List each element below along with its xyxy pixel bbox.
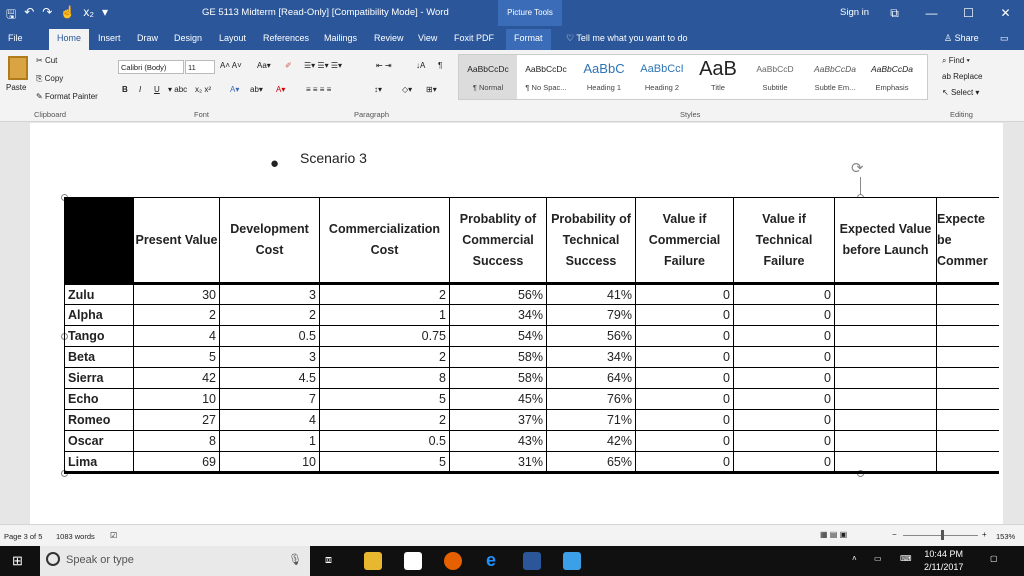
clock-date: 2/11/2017 xyxy=(924,562,964,572)
file-explorer-icon[interactable] xyxy=(364,552,382,570)
scenario-heading[interactable]: Scenario 3 xyxy=(300,150,367,166)
empty-cell[interactable] xyxy=(835,326,937,347)
paste-icon[interactable] xyxy=(8,56,28,80)
empty-cell[interactable] xyxy=(835,305,937,326)
table-cell[interactable]: 2 xyxy=(220,305,320,326)
italic-button[interactable]: I xyxy=(139,85,142,94)
redo-icon[interactable]: ↷ xyxy=(42,5,53,19)
style-title[interactable] xyxy=(691,55,745,99)
style-name: Title xyxy=(711,83,725,92)
table-cell[interactable]: 34% xyxy=(547,347,636,368)
zoom-in-icon[interactable]: + xyxy=(982,530,987,539)
bold-button[interactable]: B xyxy=(122,85,128,94)
style-name: ¶ No Spac... xyxy=(525,83,567,92)
tab-references[interactable]: References xyxy=(263,33,310,43)
table-cell[interactable]: 0 xyxy=(636,389,734,410)
find-label: Find xyxy=(948,56,965,65)
replace-label: Replace xyxy=(953,72,983,81)
table-cell[interactable]: 3 xyxy=(220,284,320,305)
subscript-button[interactable]: x₂ x² xyxy=(195,85,211,94)
cortana-search[interactable] xyxy=(40,546,310,576)
row-name-cell[interactable]: Oscar xyxy=(65,431,134,452)
undo-icon[interactable]: ↶ xyxy=(24,5,35,19)
style-name: ¶ Normal xyxy=(472,83,504,92)
row-name-cell[interactable]: Echo xyxy=(65,389,134,410)
styles-gallery xyxy=(458,54,928,100)
empty-cell[interactable] xyxy=(937,452,999,473)
font-group-label: Font xyxy=(194,110,210,119)
view-icons[interactable]: ▦ ▤ ▣ xyxy=(820,530,848,539)
table-cell[interactable]: 8 xyxy=(320,368,450,389)
underline-button[interactable]: U xyxy=(154,85,160,94)
share-button[interactable] xyxy=(944,33,979,44)
empty-cell[interactable] xyxy=(937,431,999,452)
word-count[interactable]: 1083 words xyxy=(56,532,95,541)
task-view-icon[interactable]: ⧈ xyxy=(325,554,332,566)
table-cell[interactable]: 31% xyxy=(450,452,547,473)
strikethrough-button[interactable]: ▾ abc xyxy=(168,85,188,94)
style-normal[interactable] xyxy=(459,55,517,99)
indent-icon[interactable]: ⇤ ⇥ xyxy=(376,61,392,70)
tell-me-text: Tell me what you want to do xyxy=(576,33,688,43)
onedrive-icon[interactable] xyxy=(563,552,581,570)
table-cell[interactable]: 0 xyxy=(636,410,734,431)
zoom-level[interactable]: 153% xyxy=(996,532,1016,541)
font-size-select[interactable]: 11 xyxy=(185,60,215,74)
style-subtle-emphasis[interactable] xyxy=(805,55,865,99)
table-cell[interactable]: 0 xyxy=(636,347,734,368)
search-icon: ⌕ xyxy=(942,56,949,65)
table-cell[interactable]: 76% xyxy=(547,389,636,410)
tab-view[interactable]: View xyxy=(418,33,438,43)
table-cell[interactable]: 0 xyxy=(636,452,734,473)
rotate-handle-icon[interactable]: ⟳ xyxy=(851,160,864,177)
replace-icon: ab xyxy=(942,72,954,81)
table-cell[interactable]: 45% xyxy=(450,389,547,410)
table-cell[interactable]: 10 xyxy=(220,452,320,473)
table-header-cell[interactable]: Value if Technical Failure xyxy=(734,198,835,284)
table-cell[interactable]: 0.75 xyxy=(320,326,450,347)
table-cell[interactable]: 56% xyxy=(547,326,636,347)
table-row xyxy=(65,326,999,347)
sign-in-link[interactable]: Sign in xyxy=(840,7,870,18)
style-preview: AaBbCcDc xyxy=(467,64,509,74)
scenario-table[interactable] xyxy=(64,197,999,474)
row-name-cell[interactable]: Sierra xyxy=(65,368,134,389)
row-name-cell[interactable]: Romeo xyxy=(65,410,134,431)
tab-format[interactable]: Format xyxy=(506,29,551,50)
bullet-icon: ● xyxy=(270,155,280,172)
empty-cell[interactable] xyxy=(835,368,937,389)
edge-icon[interactable]: e xyxy=(486,550,497,570)
style-name: Subtle Em... xyxy=(814,83,856,92)
empty-cell[interactable] xyxy=(835,452,937,473)
table-header-row xyxy=(65,198,999,284)
table-cell[interactable]: 34% xyxy=(450,305,547,326)
table-header-cell[interactable] xyxy=(65,198,134,284)
table-cell[interactable]: 65% xyxy=(547,452,636,473)
style-name: Emphasis xyxy=(875,83,909,92)
keyboard-icon[interactable]: ⌨ xyxy=(900,554,912,563)
format-painter-button[interactable] xyxy=(36,92,98,101)
title-bar xyxy=(0,0,1024,26)
empty-cell[interactable] xyxy=(937,410,999,431)
empty-cell[interactable] xyxy=(937,368,999,389)
empty-cell[interactable] xyxy=(835,410,937,431)
table-cell[interactable]: 42% xyxy=(547,431,636,452)
table-cell[interactable]: 0 xyxy=(636,368,734,389)
tab-draw[interactable]: Draw xyxy=(137,33,159,43)
sort-icon[interactable]: ↓A xyxy=(416,61,426,70)
window-title: GE 5113 Midterm [Read-Only] [Compatibility Mode] - Word xyxy=(202,7,449,18)
table-header-cell[interactable]: Value if Commercial Failure xyxy=(636,198,734,284)
cursor-icon: ↖ xyxy=(942,88,951,97)
table-cell[interactable]: 8 xyxy=(134,431,220,452)
table-cell[interactable]: 0 xyxy=(734,347,835,368)
table-cell[interactable]: 2 xyxy=(320,284,450,305)
style-emphasis[interactable] xyxy=(865,55,919,99)
style-no-spacing[interactable] xyxy=(517,55,575,99)
style-name: Heading 1 xyxy=(586,83,622,92)
style-name: Heading 2 xyxy=(644,83,680,92)
system-clock[interactable] xyxy=(924,548,963,574)
table-header-cell[interactable]: Commercialization Cost xyxy=(320,198,450,284)
highlight-icon[interactable]: ab▾ xyxy=(250,85,263,94)
table-header-cell[interactable]: Probablity of Commercial Success xyxy=(450,198,547,284)
table-cell[interactable]: 0 xyxy=(734,305,835,326)
table-row xyxy=(65,368,999,389)
copy-label: Copy xyxy=(44,74,64,83)
share-label: Share xyxy=(954,33,979,43)
table-cell[interactable]: 1 xyxy=(320,305,450,326)
ribbon xyxy=(0,50,1024,122)
taskbar xyxy=(0,546,1024,576)
table-cell[interactable]: 27 xyxy=(134,410,220,431)
font-name-select[interactable]: Calibri (Body) xyxy=(118,60,184,74)
style-preview: AaB xyxy=(699,58,737,80)
table-header-cell[interactable]: Probability of Technical Success xyxy=(547,198,636,284)
change-case-icon[interactable]: Aa▾ xyxy=(257,61,271,70)
table-row xyxy=(65,284,999,305)
ribbon-display-options-icon[interactable]: ⧉ xyxy=(890,5,899,20)
comments-icon[interactable]: ▭ xyxy=(1000,33,1009,43)
align-icons[interactable]: ≡ ≡ ≡ ≡ xyxy=(306,85,332,94)
cut-button[interactable] xyxy=(36,56,57,65)
tab-layout[interactable]: Layout xyxy=(219,33,247,43)
tab-home[interactable]: Home xyxy=(49,29,89,50)
tab-mailings[interactable]: Mailings xyxy=(324,33,358,43)
clipboard-group-label: Clipboard xyxy=(34,110,67,119)
bullets-icon[interactable]: ☰▾ ☰▾ ☰▾ xyxy=(304,61,343,70)
row-name-cell[interactable]: Tango xyxy=(65,326,134,347)
picture-tools-label: Picture Tools xyxy=(498,0,562,26)
ribbon-tabs xyxy=(0,26,1024,50)
table-cell[interactable]: 58% xyxy=(450,368,547,389)
show-marks-icon[interactable]: ¶ xyxy=(438,61,443,70)
table-cell[interactable]: 0 xyxy=(636,305,734,326)
tab-review[interactable]: Review xyxy=(374,33,404,43)
table-cell[interactable]: 58% xyxy=(450,347,547,368)
empty-cell[interactable] xyxy=(937,284,999,305)
tab-file[interactable]: File xyxy=(8,33,23,43)
borders-icon[interactable]: ⊞▾ xyxy=(426,85,437,94)
windows-start-icon[interactable]: ⊞ xyxy=(12,553,23,568)
table-cell[interactable]: 5 xyxy=(320,452,450,473)
close-button[interactable]: ✕ xyxy=(1000,6,1011,20)
format-painter-label: Format Painter xyxy=(44,92,98,101)
font-color-icon[interactable]: A▾ xyxy=(276,85,286,94)
table-cell[interactable]: 0 xyxy=(734,389,835,410)
clock-time: 10:44 PM xyxy=(924,549,963,559)
table-cell[interactable]: 69 xyxy=(134,452,220,473)
store-icon[interactable] xyxy=(404,552,422,570)
row-name-cell[interactable]: Lima xyxy=(65,452,134,473)
table-cell[interactable]: 79% xyxy=(547,305,636,326)
style-preview: AaBbCcD xyxy=(756,64,794,74)
empty-cell[interactable] xyxy=(937,305,999,326)
empty-cell[interactable] xyxy=(835,284,937,305)
table-row xyxy=(65,410,999,431)
table-cell[interactable]: 5 xyxy=(320,389,450,410)
style-preview: AaBbCcI xyxy=(640,63,684,75)
style-name: Subtitle xyxy=(762,83,788,92)
table-cell[interactable]: 54% xyxy=(450,326,547,347)
brush-icon: ✎ xyxy=(36,92,45,101)
table-cell[interactable]: 2 xyxy=(134,305,220,326)
find-button[interactable]: ⌕ Find ▾ xyxy=(942,56,970,65)
table-cell[interactable]: 0 xyxy=(734,368,835,389)
table-cell[interactable]: 1 xyxy=(220,431,320,452)
table-row xyxy=(65,389,999,410)
tray-chevron-icon[interactable]: ˄ xyxy=(852,554,857,563)
copy-button[interactable] xyxy=(36,74,63,84)
table-cell[interactable]: 0 xyxy=(636,284,734,305)
style-preview: AaBbCcDa xyxy=(870,64,914,74)
table-cell[interactable]: 0.5 xyxy=(320,431,450,452)
table-cell[interactable]: 64% xyxy=(547,368,636,389)
lightbulb-icon: ♡ xyxy=(566,33,575,43)
copy-icon: ⎘ xyxy=(36,74,45,83)
empty-cell[interactable] xyxy=(835,389,937,410)
style-heading-2[interactable] xyxy=(633,55,691,99)
table-cell[interactable]: 30 xyxy=(134,284,220,305)
status-bar xyxy=(0,524,1024,546)
tab-design[interactable]: Design xyxy=(174,33,203,43)
table-cell[interactable]: 0 xyxy=(734,326,835,347)
paragraph-group-label: Paragraph xyxy=(354,110,390,119)
empty-cell[interactable] xyxy=(937,389,999,410)
empty-cell[interactable] xyxy=(937,326,999,347)
table-cell[interactable]: 4 xyxy=(220,410,320,431)
empty-cell[interactable] xyxy=(835,347,937,368)
person-icon: ♙ xyxy=(944,33,953,43)
table-header-cell[interactable]: Development Cost xyxy=(220,198,320,284)
tab-foxit-pdf[interactable]: Foxit PDF xyxy=(454,33,495,43)
table-cell[interactable]: 0 xyxy=(734,410,835,431)
save-icon[interactable]: 🖫 xyxy=(6,7,17,21)
table-header-cell[interactable]: Expected Value before Launch xyxy=(835,198,937,284)
style-subtitle[interactable] xyxy=(745,55,805,99)
table-cell[interactable]: 0 xyxy=(734,452,835,473)
style-preview: AaBbC xyxy=(583,61,625,76)
table-row xyxy=(65,305,999,326)
table-cell[interactable]: 43% xyxy=(450,431,547,452)
cortana-icon xyxy=(46,552,60,566)
text-effects-icon[interactable]: A▾ xyxy=(230,85,240,94)
table-cell[interactable]: 41% xyxy=(547,284,636,305)
subscript-icon[interactable]: x₂ xyxy=(83,5,94,19)
table-row xyxy=(65,347,999,368)
table-header-cell[interactable]: Expecte be Commer xyxy=(937,198,999,284)
table-cell[interactable]: 0 xyxy=(636,326,734,347)
microphone-icon[interactable]: 🎙 xyxy=(288,554,302,566)
maximize-button[interactable]: ☐ xyxy=(963,6,974,20)
editing-group-label: Editing xyxy=(950,110,973,119)
word-icon[interactable] xyxy=(523,552,541,570)
minimize-button[interactable]: — xyxy=(925,6,938,20)
table-cell[interactable]: 71% xyxy=(547,410,636,431)
table-cell[interactable]: 10 xyxy=(134,389,220,410)
style-preview: AaBbCcDc xyxy=(525,64,567,74)
table-cell[interactable]: 0 xyxy=(734,284,835,305)
customize-qat-icon[interactable]: ▾ xyxy=(101,5,109,19)
tell-me-input[interactable] xyxy=(566,33,687,44)
table-cell[interactable]: 37% xyxy=(450,410,547,431)
row-name-cell[interactable]: Alpha xyxy=(65,305,134,326)
select-button[interactable]: ↖ Select ▾ xyxy=(942,88,980,97)
proofing-icon[interactable]: ☑ xyxy=(110,531,118,540)
quick-access-toolbar xyxy=(6,5,108,26)
table-cell[interactable]: 5 xyxy=(134,347,220,368)
action-center-icon[interactable]: ▢ xyxy=(990,554,998,563)
table-row xyxy=(65,431,999,452)
paste-button[interactable]: Paste xyxy=(6,83,27,92)
table-cell[interactable]: 3 xyxy=(220,347,320,368)
table-cell[interactable]: 2 xyxy=(320,347,450,368)
table-header-cell[interactable]: Present Value xyxy=(134,198,220,284)
replace-button[interactable] xyxy=(942,72,982,81)
search-placeholder: Speak or type xyxy=(66,554,134,566)
touch-mode-icon[interactable]: ☝ xyxy=(60,5,76,19)
grow-font-icon[interactable]: A˄ A˅ xyxy=(220,61,242,70)
cut-label: Cut xyxy=(44,56,58,65)
style-preview: AaBbCcDa xyxy=(813,64,857,74)
shading-icon[interactable]: ◇▾ xyxy=(402,85,413,94)
table-row xyxy=(65,452,999,473)
table-cell[interactable]: 0.5 xyxy=(220,326,320,347)
table-cell[interactable]: 4 xyxy=(134,326,220,347)
table-cell[interactable]: 4.5 xyxy=(220,368,320,389)
style-heading-1[interactable] xyxy=(575,55,633,99)
battery-icon[interactable]: ▭ xyxy=(874,554,882,563)
table-cell[interactable]: 7 xyxy=(220,389,320,410)
table-cell[interactable]: 42 xyxy=(134,368,220,389)
empty-cell[interactable] xyxy=(937,347,999,368)
table-cell[interactable]: 2 xyxy=(320,410,450,431)
row-name-cell[interactable]: Zulu xyxy=(65,284,134,305)
row-name-cell[interactable]: Beta xyxy=(65,347,134,368)
tab-insert[interactable]: Insert xyxy=(98,33,121,43)
empty-cell[interactable] xyxy=(835,431,937,452)
table-cell[interactable]: 56% xyxy=(450,284,547,305)
zoom-thumb[interactable] xyxy=(941,530,944,540)
line-spacing-icon[interactable]: ↕▾ xyxy=(374,85,383,94)
zoom-out-icon[interactable]: − xyxy=(892,530,897,539)
select-label: Select xyxy=(950,88,974,97)
table-cell[interactable]: 0 xyxy=(734,431,835,452)
page-count[interactable]: Page 3 of 5 xyxy=(4,532,43,541)
styles-group-label: Styles xyxy=(680,110,701,119)
table-cell[interactable]: 0 xyxy=(636,431,734,452)
firefox-icon[interactable] xyxy=(444,552,462,570)
clear-format-icon[interactable]: ✐ xyxy=(285,61,292,70)
scissors-icon: ✂ xyxy=(36,56,45,65)
